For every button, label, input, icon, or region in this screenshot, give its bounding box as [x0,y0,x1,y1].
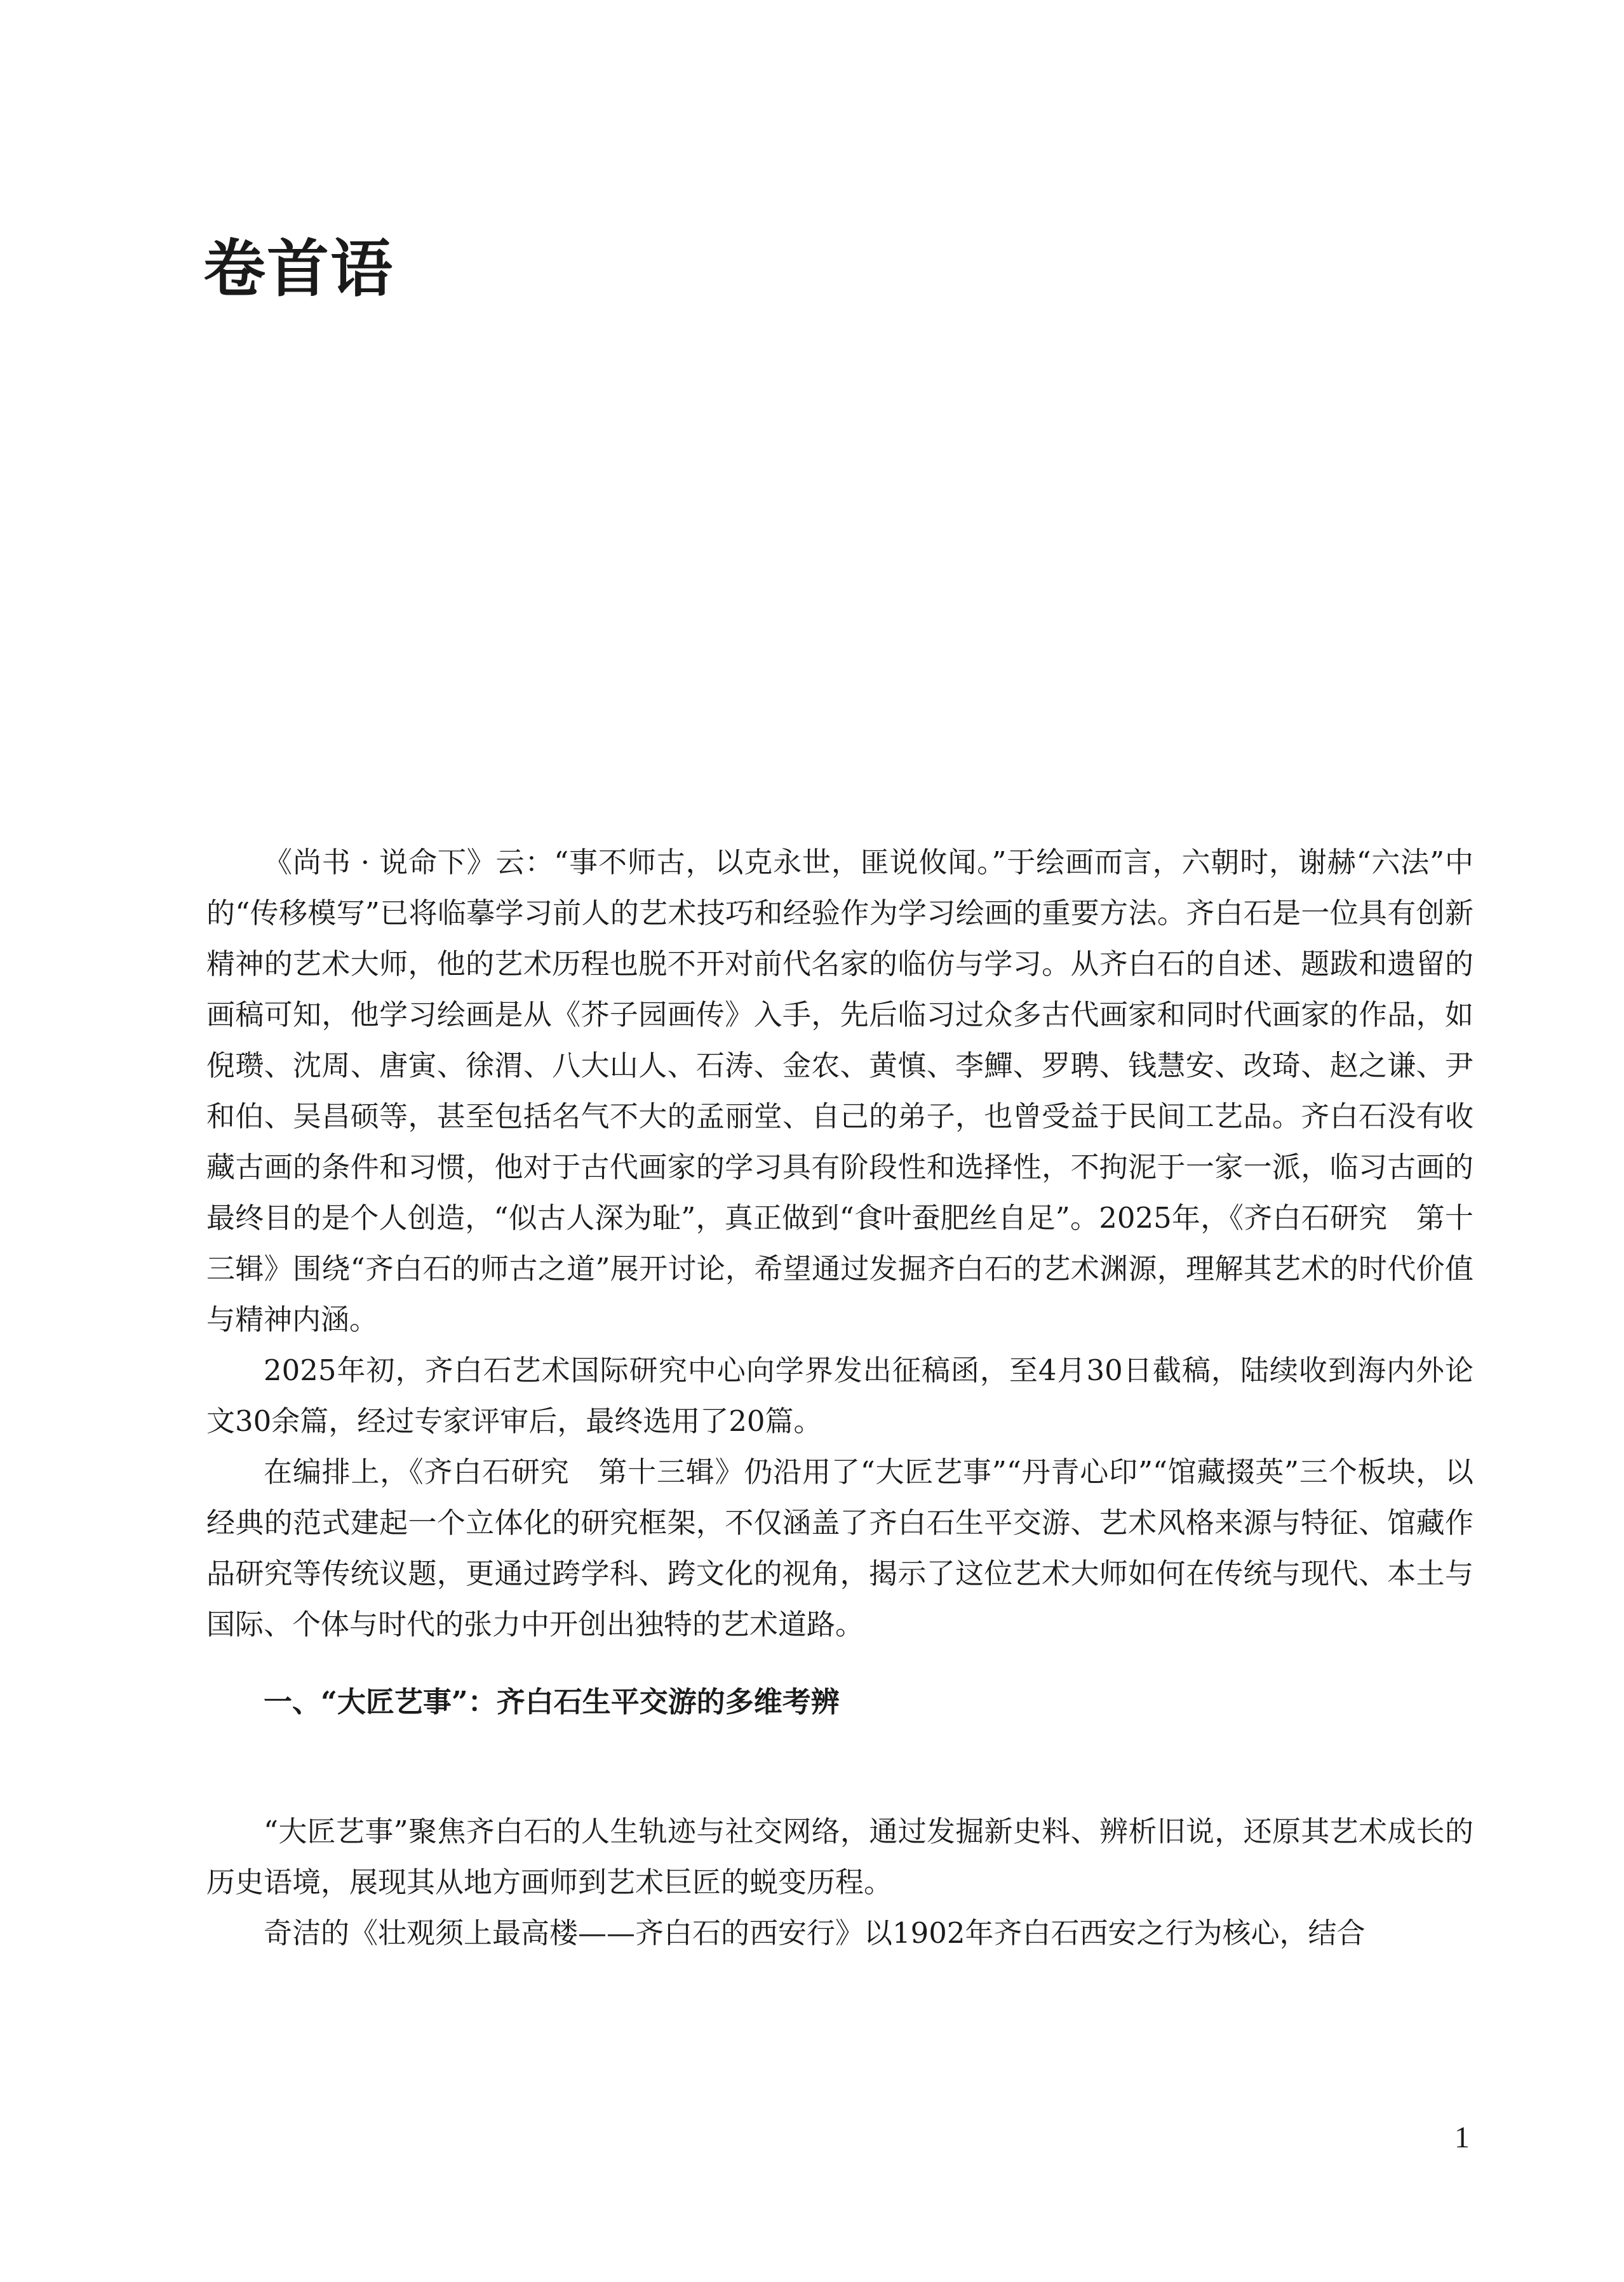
page-number: 1 [1454,2121,1470,2154]
page-title: 卷首语 [203,232,394,305]
paragraph: 《尚书 · 说命下》云：“事不师古，以克永世，匪说攸闻。”于绘画而言，六朝时，谢赫“六法”中的“传移模写”已将临摹学习前人的艺术技巧和经验作为学习绘画的重要方法。齐白石是一位具有创新精神的艺术大师，他的艺术历程也脱不开对前代名家的临仿与学习。从齐白石的自述、题跋和遗留的画稿可知，他学习绘画是从《芥子园画传》入手，先后临习过众多古代画家和同时代画家的作品，如倪瓒、沈周、唐寅、徐渭、八大山人、石涛、金农、黄慎、李鱓、罗聘、钱慧安、改琦、赵之谦、尹和伯、吴昌硕等，甚至包括名气不大的孟丽堂、自己的弟子，也曾受益于民间工艺品。齐白石没有收藏古画的条件和习惯，他对于古代画家的学习具有阶段性和选择性，不拘泥于一家一派，临习古画的最终目的是个人创造，“似古人深为耻”，真正做到“食叶蚕肥丝自足”。2025年，《齐白石研究 第十三辑》围绕“齐白石的师古之道”展开讨论，希望通过发掘齐白石的艺术渊源，理解其艺术的时代价值与精神内涵。 [206,845,1473,1336]
paragraph: 在编排上，《齐白石研究 第十三辑》仍沿用了“大匠艺事”“丹青心印”“馆藏掇英”三个板块，以经典的范式建起一个立体化的研究框架，不仅涵盖了齐白石生平交游、艺术风格来源与特征、馆藏作品研究等传统议题，更通过跨学科、跨文化的视角，揭示了这位艺术大师如何在传统与现代、本土与国际、个体与时代的张力中开创出独特的艺术道路。 [206,1455,1473,1641]
section-heading: 一、“大匠艺事”：齐白石生平交游的多维考辨 [264,1685,840,1719]
paragraph: 2025年初，齐白石艺术国际研究中心向学界发出征稿函，至4月30日截稿，陆续收到海内外论文30余篇，经过专家评审后，最终选用了20篇。 [206,1353,1473,1438]
paragraph: “大匠艺事”聚焦齐白石的人生轨迹与社交网络，通过发掘新史料、辨析旧说，还原其艺术成长的历史语境，展现其从地方画师到艺术巨匠的蜕变历程。 [206,1815,1473,1899]
paragraph: 奇洁的《壮观须上最高楼——齐白石的西安行》以1902年齐白石西安之行为核心，结合 [264,1916,1366,1950]
article-body [206,837,1473,1959]
